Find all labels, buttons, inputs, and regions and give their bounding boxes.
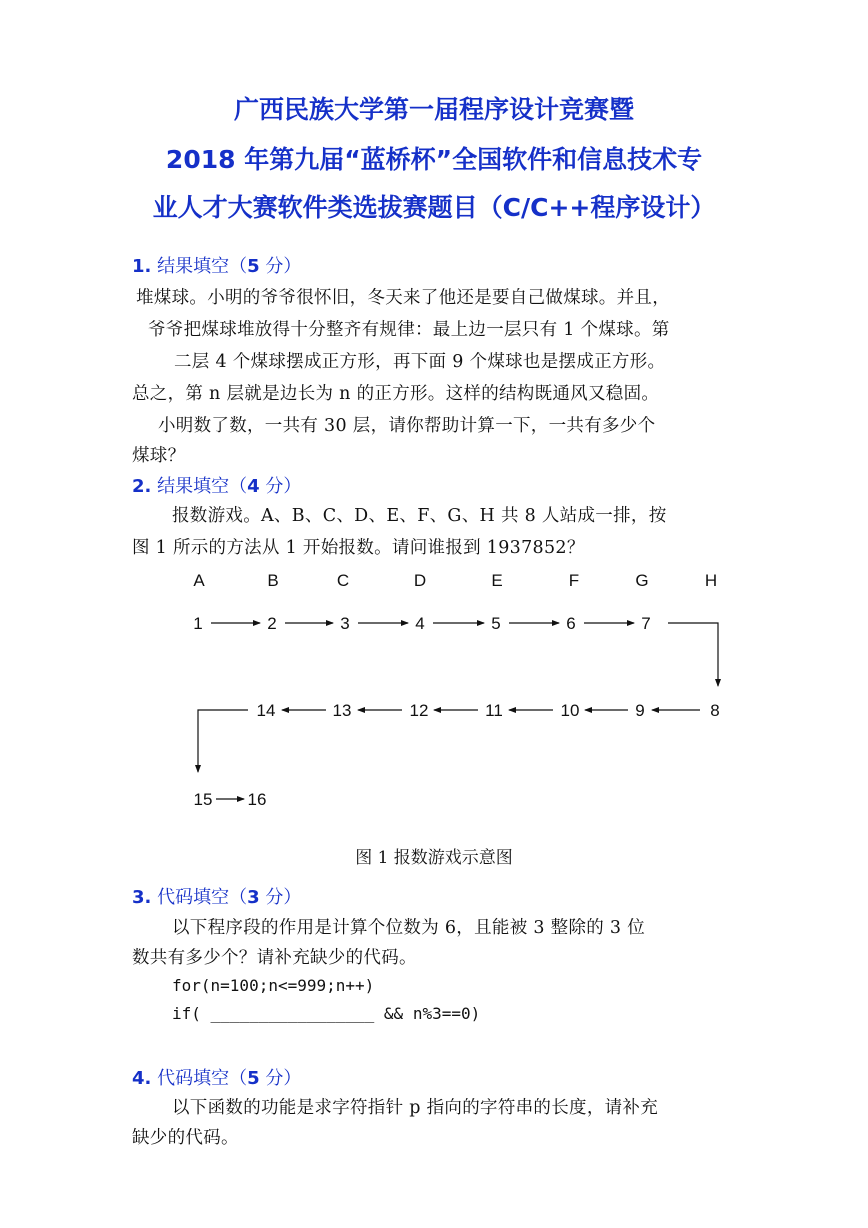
q1-tail: 分） [265, 256, 302, 277]
title-line-3: 业人才大赛软件类选拔赛题目（C/C++程序设计） [152, 193, 716, 222]
q3-head: 代码填空（ [157, 887, 248, 908]
q1-number: 1. [132, 256, 152, 277]
person-label-a: A [193, 571, 205, 590]
q1-head: 结果填空（ [157, 256, 248, 277]
q1-heading [132, 252, 301, 278]
count-4: 4 [415, 614, 425, 633]
q1-line-5: 小明数了数，一共有 30 层，请你帮助计算一下，一共有多少个 [158, 416, 656, 436]
q2-tail: 分） [265, 476, 302, 497]
q1-line-1: 堆煤球。小明的爷爷很怀旧，冬天来了他还是要自己做煤球。并且， [136, 288, 670, 308]
count-15: 15 [193, 790, 213, 809]
q4-head: 代码填空（ [157, 1068, 248, 1089]
q2-line-1: 报数游戏。A、B、C、D、E、F、G、H 共 8 人站成一排，按 [172, 506, 667, 526]
q1-score: 5 [247, 256, 260, 277]
count-7: 7 [641, 614, 651, 633]
count-5: 5 [491, 614, 501, 633]
figure-caption: 图 1 报数游戏示意图 [355, 848, 513, 868]
q3-line-2: 数共有多少个？请补充缺少的代码。 [132, 948, 417, 968]
count-3: 3 [340, 614, 350, 633]
title-line-2: 2018 年第九届“蓝桥杯”全国软件和信息技术专 [165, 145, 703, 174]
q2-score: 4 [247, 476, 260, 497]
arrow-7-8 [668, 623, 718, 686]
person-label-g: G [635, 571, 649, 590]
q3-line-1: 以下程序段的作用是计算个位数为 6，且能被 3 整除的 3 位 [172, 918, 646, 938]
person-label-h: H [704, 571, 718, 590]
q4-line-1: 以下函数的功能是求字符指针 p 指向的字符串的长度，请补充 [172, 1098, 659, 1118]
q2-line-2: 图 1 所示的方法从 1 开始报数。请问谁报到 1937852？ [132, 538, 585, 558]
arrow-14-15 [198, 710, 248, 772]
count-8: 8 [710, 701, 720, 720]
count-9: 9 [635, 701, 645, 720]
count-13: 13 [332, 701, 352, 720]
q3-number: 3. [132, 887, 152, 908]
q4-heading [132, 1064, 301, 1090]
q4-number: 4. [132, 1068, 152, 1089]
person-label-f: F [568, 571, 580, 590]
q3-code-line-1: for(n=100;n<=999;n++) [172, 976, 375, 995]
count-2: 2 [267, 614, 277, 633]
q1-line-6: 煤球？ [132, 446, 186, 466]
q3-tail: 分） [265, 887, 302, 908]
count-10: 10 [560, 701, 580, 720]
q1-line-3: 二层 4 个煤球摆成正方形，再下面 9 个煤球也是摆成正方形。 [174, 352, 666, 372]
q4-line-2: 缺少的代码。 [132, 1128, 239, 1148]
q1-line-2: 爷爷把煤球堆放得十分整齐有规律：最上边一层只有 1 个煤球。第 [148, 320, 670, 340]
count-12: 12 [409, 701, 429, 720]
person-label-e: E [491, 571, 503, 590]
count-6: 6 [566, 614, 576, 633]
q4-score: 5 [247, 1068, 260, 1089]
counting-game-figure [0, 560, 868, 820]
count-11: 11 [485, 701, 503, 720]
count-16: 16 [247, 790, 267, 809]
person-label-c: C [336, 571, 350, 590]
q3-score: 3 [247, 887, 260, 908]
person-label-b: B [267, 571, 279, 590]
q2-heading [132, 472, 301, 498]
title-line-1: 广西民族大学第一届程序设计竞赛暨 [233, 95, 634, 124]
q3-code-line-2: if( _________________ && n%3==0) [172, 1004, 481, 1023]
q2-number: 2. [132, 476, 152, 497]
person-label-d: D [413, 571, 427, 590]
count-1: 1 [193, 614, 203, 633]
q2-head: 结果填空（ [157, 476, 248, 497]
q1-line-4: 总之，第 n 层就是边长为 n 的正方形。这样的结构既通风又稳固。 [132, 384, 660, 404]
count-14: 14 [256, 701, 276, 720]
q4-tail: 分） [265, 1068, 302, 1089]
q3-heading [132, 883, 301, 909]
